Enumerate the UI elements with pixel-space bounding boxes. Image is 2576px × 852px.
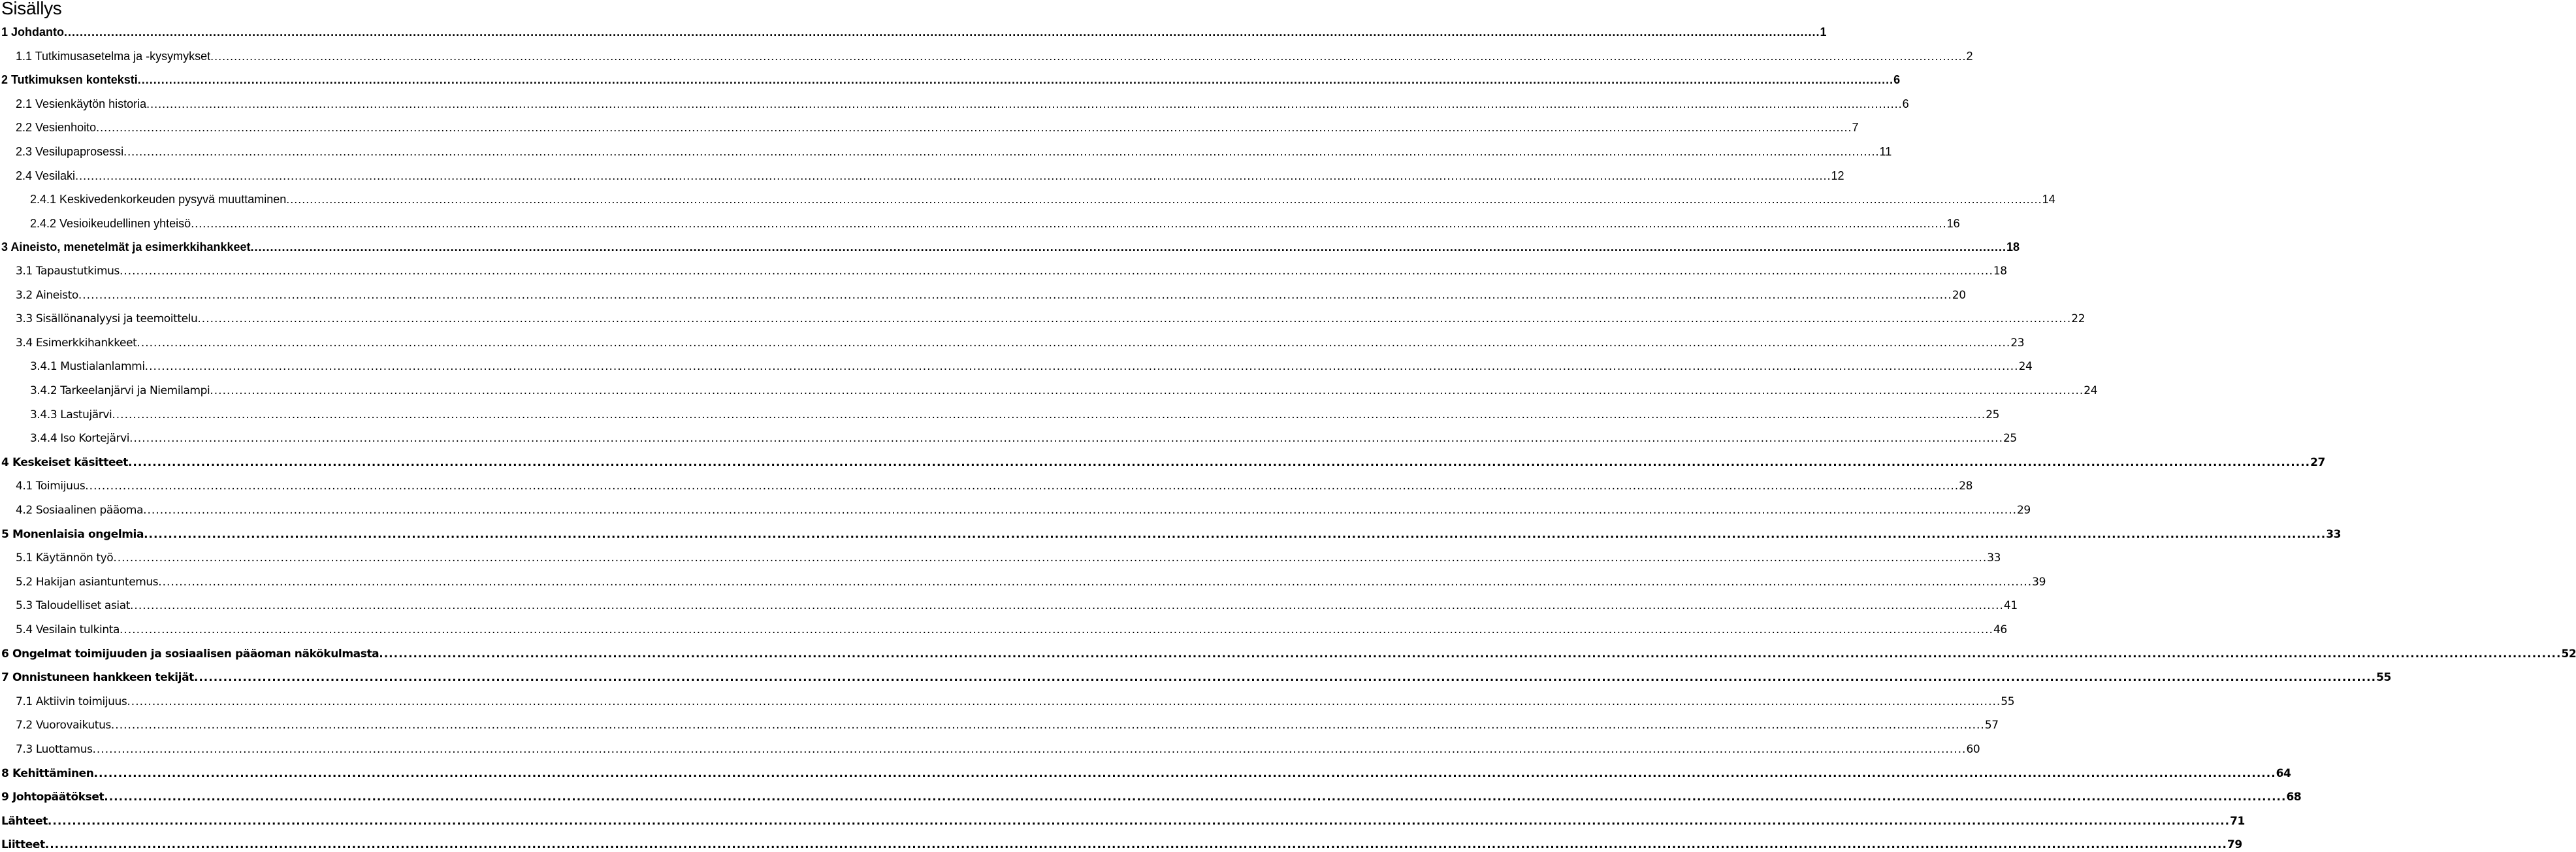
toc-entry-label: 4.2 Sosiaalinen pääoma	[16, 504, 144, 517]
toc-entry-label: 2.4 Vesilaki	[16, 169, 76, 182]
toc-entry-label: 2.4.2 Vesioikeudellinen yhteisö	[30, 216, 191, 230]
toc-entry-label: 9 Johtopäätökset	[1, 791, 105, 804]
toc-entry-page: 23	[2010, 336, 2025, 350]
toc-leader-dots	[197, 312, 2071, 326]
toc-entry-page: 6	[1893, 73, 1901, 87]
toc-entry-label: 3.1 Tapaustutkimus	[16, 265, 120, 278]
toc-leader-dots	[286, 192, 2042, 206]
toc-entry-page: 71	[2230, 814, 2245, 828]
toc-entry-page: 55	[2376, 671, 2391, 685]
toc-entry-page: 18	[2006, 240, 2020, 254]
toc-entry-page: 18	[1993, 265, 2007, 278]
toc-entry-page: 6	[1902, 97, 1909, 110]
toc-entry-page: 7	[1852, 121, 1859, 135]
toc-entry[interactable]	[0, 498, 2031, 517]
toc-entry[interactable]	[0, 665, 2391, 685]
toc-entry[interactable]	[0, 761, 2291, 781]
toc-entry[interactable]	[0, 331, 2025, 350]
toc-entry-page: 55	[2001, 695, 2015, 708]
toc-leader-dots	[75, 169, 1831, 183]
toc-entry-page: 64	[2276, 766, 2291, 780]
toc-entry-page: 24	[2084, 384, 2098, 397]
toc-leader-dots	[113, 551, 1987, 565]
toc-entry-page: 24	[2018, 360, 2033, 374]
toc-leader-dots	[93, 742, 1967, 757]
toc-leader-dots	[120, 264, 1993, 278]
toc-entry-page: 68	[2286, 791, 2302, 804]
toc-entry-page: 79	[2227, 838, 2242, 852]
toc-entry[interactable]	[0, 259, 2007, 278]
toc-leader-dots	[210, 49, 1966, 63]
toc-leader-dots	[191, 216, 1946, 231]
toc-entry-page: 14	[2042, 193, 2055, 206]
toc-entry-page: 52	[2561, 647, 2576, 661]
toc-leader-dots	[111, 718, 1985, 732]
toc-leader-dots	[138, 73, 1893, 87]
toc-entry[interactable]	[0, 283, 1966, 303]
toc-entry-page: 22	[2071, 312, 2085, 326]
toc-leader-dots	[194, 670, 2376, 685]
toc-entry-label: 2.1 Vesienkäytön historia	[16, 97, 147, 110]
toc-entry[interactable]	[0, 115, 1859, 135]
toc-entry[interactable]	[0, 20, 1827, 39]
toc-entry-page: 33	[2326, 527, 2342, 541]
toc-entry[interactable]	[0, 474, 1973, 493]
toc-entry-label: 7.2 Vuorovaikutus	[16, 719, 111, 732]
toc-entry[interactable]	[0, 689, 2015, 709]
toc-entry-page: 41	[2003, 599, 2018, 613]
toc-entry-label: 3.4 Esimerkkihankkeet	[16, 336, 137, 350]
toc-entry-page: 11	[1879, 145, 1892, 158]
toc-entry[interactable]	[0, 211, 1960, 231]
toc-entry[interactable]	[0, 617, 2007, 637]
toc-entry-label: 3.4.3 Lastujärvi	[30, 408, 112, 421]
toc-leader-dots	[78, 288, 1952, 303]
toc-leader-dots	[144, 527, 2326, 542]
toc-entry-label: 4.1 Toimijuus	[16, 480, 86, 493]
toc-leader-dots	[158, 575, 2032, 589]
toc-entry-page: 39	[2032, 575, 2046, 589]
toc-leader-dots	[104, 790, 2286, 804]
toc-leader-dots	[129, 431, 2003, 446]
toc-leader-dots	[130, 598, 2004, 613]
toc-entry[interactable]	[0, 378, 2098, 398]
toc-entry-page: 25	[1986, 408, 2000, 421]
toc-entry[interactable]	[0, 402, 2000, 422]
toc-entry-page: 20	[1952, 288, 1966, 302]
toc-leader-dots	[120, 623, 1993, 637]
toc-entry[interactable]	[0, 809, 2245, 828]
toc-entry-label: 5 Monenlaisia ongelmia	[1, 527, 144, 541]
toc-entry-label: 5.2 Hakijan asiantuntemus	[16, 575, 159, 589]
toc-entry[interactable]	[0, 91, 1909, 111]
toc-leader-dots	[251, 240, 2006, 254]
toc-entry[interactable]	[0, 235, 2020, 254]
toc-entry-page: 33	[1987, 551, 2001, 565]
toc-entry-label: 8 Kehittäminen	[1, 766, 94, 780]
toc-leader-dots	[210, 384, 2084, 398]
toc-entry[interactable]	[0, 785, 2302, 804]
page-title: Sisällys	[1, 0, 62, 18]
toc-entry[interactable]	[0, 570, 2046, 589]
toc-entry-label: 3 Aineisto, menetelmät ja esimerkkihankkeet	[1, 240, 251, 254]
toc-entry[interactable]	[0, 187, 2055, 206]
toc-leader-dots	[123, 144, 1879, 159]
toc-entry[interactable]	[0, 642, 2576, 661]
toc-entry[interactable]	[0, 737, 1980, 757]
toc-entry-label: 3.2 Aineisto	[16, 288, 78, 302]
toc-entry-label: 1.1 Tutkimusasetelma ja -kysymykset	[16, 49, 211, 63]
toc-entry-page: 57	[1984, 719, 1999, 732]
toc-leader-dots	[145, 359, 2019, 374]
toc-leader-dots	[379, 647, 2561, 661]
toc-entry[interactable]	[0, 546, 2001, 565]
toc-leader-dots	[127, 695, 2001, 709]
toc-leader-dots	[64, 25, 1820, 39]
toc-entry[interactable]	[0, 306, 2085, 326]
toc-entry-label: 2 Tutkimuksen konteksti	[1, 73, 138, 87]
toc-leader-dots	[93, 766, 2276, 781]
toc-entry-page: 60	[1966, 743, 1980, 756]
toc-entry[interactable]	[0, 713, 1999, 732]
toc-entry-label: 3.4.1 Mustialanlammi	[30, 360, 145, 374]
toc-leader-dots	[146, 97, 1902, 111]
toc-entry-label: 2.3 Vesilupaprosessi	[16, 145, 124, 158]
toc-leader-dots	[128, 455, 2310, 470]
toc-leader-dots	[96, 120, 1852, 135]
toc-entry-label: 7.3 Luottamus	[16, 743, 93, 756]
toc-entry[interactable]	[0, 354, 2033, 374]
toc-leader-dots	[112, 408, 1986, 422]
toc-leader-dots	[45, 838, 2227, 852]
toc-entry-page: 46	[1993, 623, 2007, 636]
toc-entry[interactable]	[0, 44, 1973, 63]
toc-entry-label: 5.3 Taloudelliset asiat	[16, 599, 131, 613]
toc-entry-label: Liitteet	[1, 838, 45, 852]
toc-leader-dots	[137, 336, 2010, 350]
toc-entry-label: 7.1 Aktiivin toimijuus	[16, 695, 127, 708]
toc-entry-label: 3.3 Sisällönanalyysi ja teemoittelu	[16, 312, 198, 326]
toc-entry-label: 1 Johdanto	[1, 25, 65, 39]
toc-entry[interactable]	[0, 450, 2325, 470]
toc-entry-label: 7 Onnistuneen hankkeen tekijät	[1, 671, 194, 685]
toc-leader-dots	[85, 479, 1959, 493]
toc-entry-page: 29	[2017, 504, 2031, 517]
toc-entry-label: 3.4.4 Iso Kortejärvi	[30, 432, 130, 446]
toc-entry[interactable]	[0, 832, 2242, 852]
toc-entry-label: Lähteet	[1, 814, 48, 828]
toc-entry-page: 25	[2003, 432, 2017, 446]
toc-entry[interactable]	[0, 593, 2018, 613]
toc-entry-page: 12	[1831, 169, 1844, 182]
toc-entry-page: 1	[1820, 25, 1827, 39]
toc-entry-label: 3.4.2 Tarkeelanjärvi ja Niemilampi	[30, 384, 210, 397]
toc-entry[interactable]	[0, 139, 1892, 159]
toc-entry-label: 2.4.1 Keskivedenkorkeuden pysyvä muuttaminen	[30, 193, 287, 206]
toc-entry-label: 4 Keskeiset käsitteet	[1, 455, 128, 469]
toc-entry-page: 16	[1946, 216, 1960, 230]
toc-entry[interactable]	[0, 522, 2342, 542]
toc-entry-page: 27	[2310, 455, 2325, 469]
toc-entry[interactable]	[0, 426, 2017, 446]
toc-entry-label: 5.1 Käytännön työ	[16, 551, 114, 565]
toc-entry[interactable]	[0, 67, 1901, 87]
toc-entry-label: 2.2 Vesienhoito	[16, 121, 97, 135]
toc-entry-label: 6 Ongelmat toimijuuden ja sosiaalisen pääoman näkökulmasta	[1, 647, 379, 661]
toc-leader-dots	[48, 814, 2230, 828]
toc-entry-label: 5.4 Vesilain tulkinta	[16, 623, 120, 636]
toc-leader-dots	[143, 503, 2017, 517]
toc-entry-page: 28	[1959, 480, 1973, 493]
toc-entry-page: 2	[1966, 49, 1973, 63]
toc-entry[interactable]	[0, 163, 1844, 183]
